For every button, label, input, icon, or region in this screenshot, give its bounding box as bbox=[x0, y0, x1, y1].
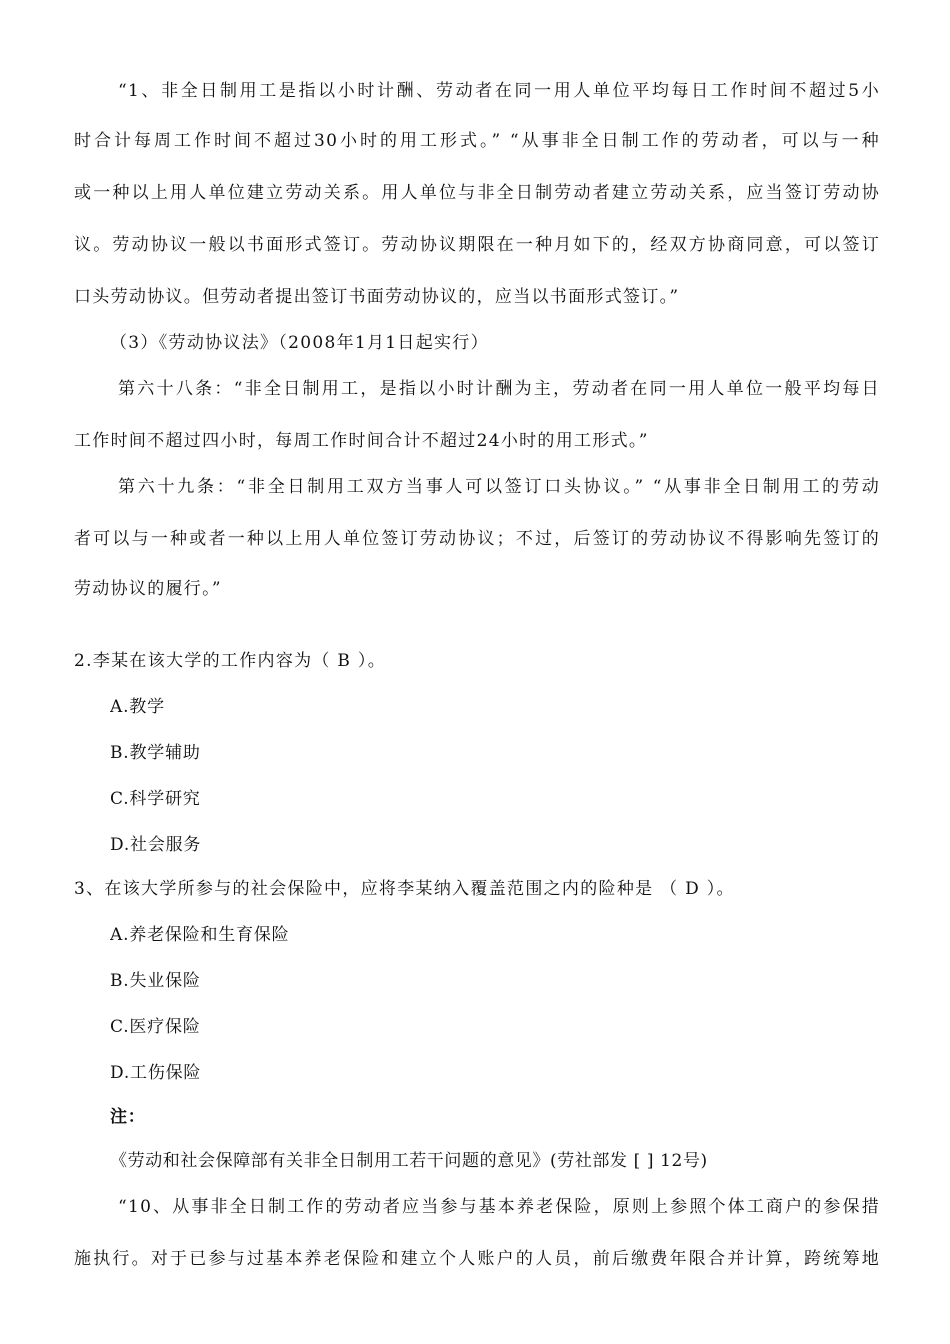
question-2-option-c: C.科学研究 bbox=[110, 789, 201, 809]
law-heading: （3）《劳动协议法》（2008年1月1日起实行） bbox=[110, 333, 489, 353]
paragraph-1-line-2: 时合计每周工作时间不超过30小时的用工形式。” “从事非全日制工作的劳动者，可以与一种 bbox=[74, 131, 880, 151]
question-3-option-d: D.工伤保险 bbox=[110, 1063, 202, 1083]
question-2-option-d: D.社会服务 bbox=[110, 835, 202, 855]
question-3-stem: 3、在该大学所参与的社会保险中，应将李某纳入覆盖范围之内的险种是 （ D ）。 bbox=[74, 879, 735, 899]
paragraph-1-line-4: 议。劳动协议一般以书面形式签订。劳动协议期限在一种月如下的，经双方协商同意，可以签订 bbox=[74, 235, 880, 255]
paragraph-1-line-3: 或一种以上用人单位建立劳动关系。用人单位与非全日制劳动者建立劳动关系，应当签订劳动协 bbox=[74, 183, 880, 203]
question-3-option-a: A.养老保险和生育保险 bbox=[110, 925, 290, 945]
article-68-line-2: 工作时间不超过四小时，每周工作时间合计不超过24小时的用工形式。” bbox=[74, 431, 649, 451]
note-label: 注： bbox=[110, 1107, 146, 1127]
question-2-option-b: B.教学辅助 bbox=[110, 743, 201, 763]
article-69-line-2: 者可以与一种或者一种以上用人单位签订劳动协议；不过，后签订的劳动协议不得影响先签订的 bbox=[74, 529, 880, 549]
question-2-stem: 2.李某在该大学的工作内容为（ B ）。 bbox=[74, 651, 387, 671]
note-line-1: “10、从事非全日制工作的劳动者应当参与基本养老保险，原则上参照个体工商户的参保措 bbox=[118, 1197, 880, 1217]
article-69-line-3: 劳动协议的履行。” bbox=[74, 579, 222, 599]
paragraph-1-line-5: 口头劳动协议。但劳动者提出签订书面劳动协议的，应当以书面形式签订。” bbox=[74, 287, 680, 307]
note-line-2: 施执行。对于已参与过基本养老保险和建立个人账户的人员，前后缴费年限合并计算，跨统筹地 bbox=[74, 1249, 880, 1269]
article-69-line-1: 第六十九条：“非全日制用工双方当事人可以签订口头协议。” “从事非全日制用工的劳动 bbox=[118, 477, 880, 497]
question-2-option-a: A.教学 bbox=[110, 697, 165, 717]
article-68-line-1: 第六十八条：“非全日制用工，是指以小时计酬为主，劳动者在同一用人单位一般平均每日 bbox=[118, 379, 880, 399]
question-3-option-b: B.失业保险 bbox=[110, 971, 201, 991]
paragraph-1-line-1: “1、非全日制用工是指以小时计酬、劳动者在同一用人单位平均每日工作时间不超过5小 bbox=[118, 81, 880, 101]
question-3-option-c: C.医疗保险 bbox=[110, 1017, 201, 1037]
note-source: 《劳动和社会保障部有关非全日制用工若干问题的意见》(劳社部发 [ ] 12号) bbox=[110, 1151, 708, 1171]
